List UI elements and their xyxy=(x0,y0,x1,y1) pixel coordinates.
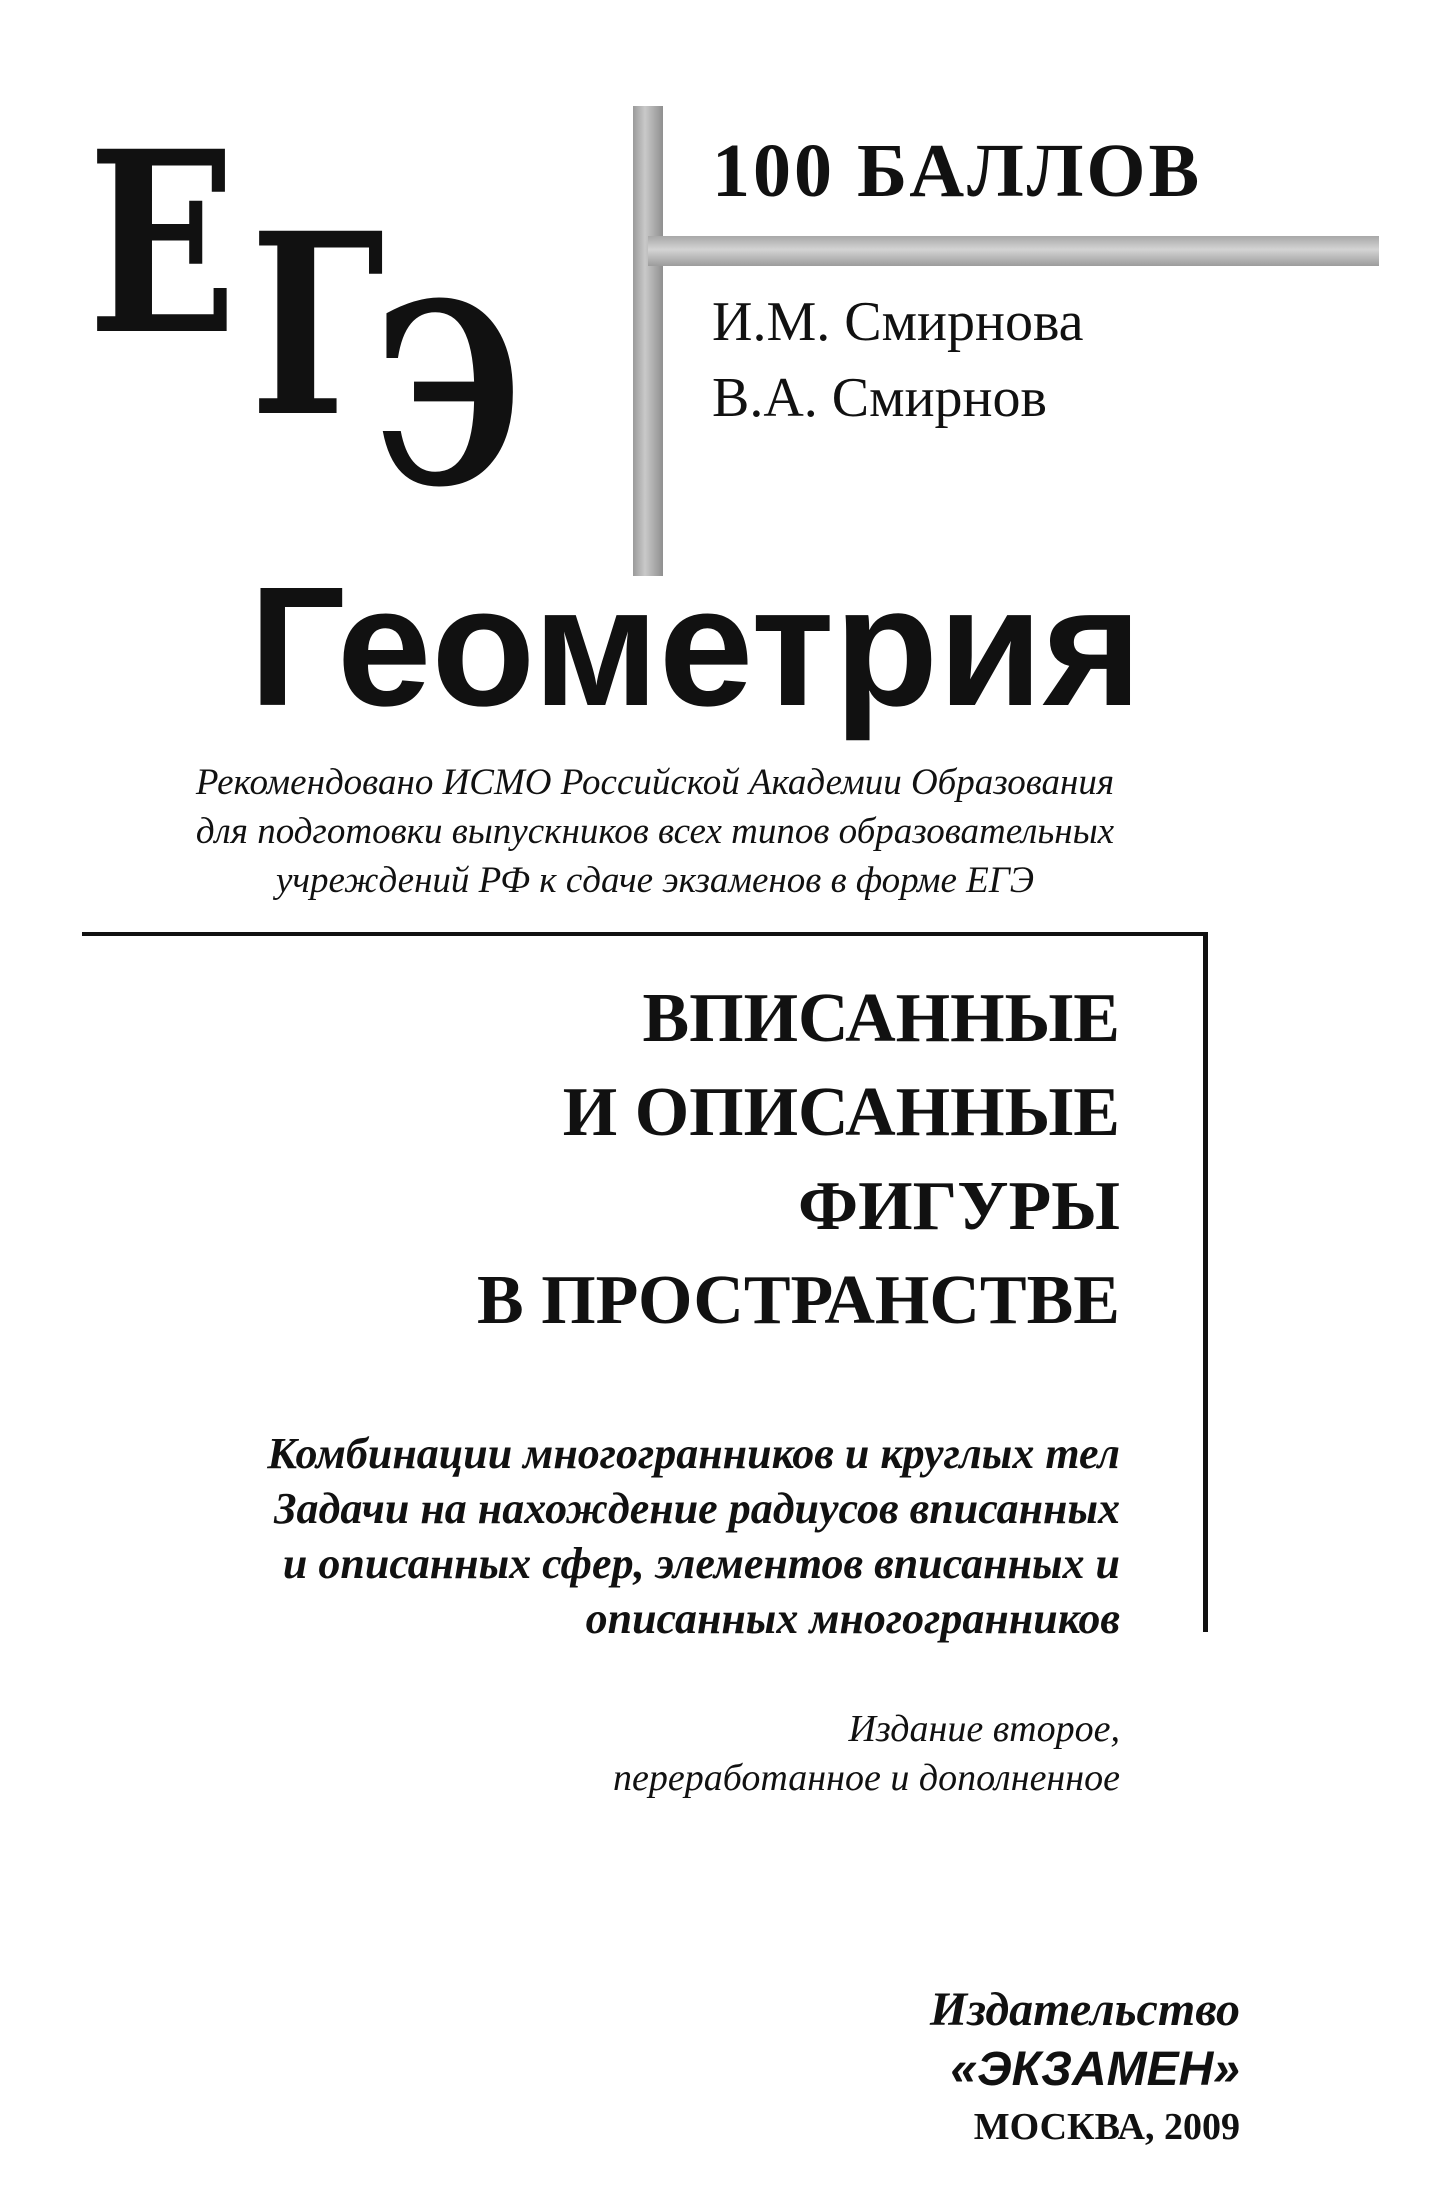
title-line-1: ВПИСАННЫЕ xyxy=(642,980,1120,1057)
description-line-2: Задачи на нахождение радиусов вписанных xyxy=(274,1484,1120,1533)
title-line-3: ФИГУРЫ xyxy=(798,1168,1120,1245)
edition-line-1: Издание второе, xyxy=(848,1708,1120,1750)
book-title xyxy=(200,972,1120,1348)
frame-right-rule xyxy=(1203,932,1208,1632)
publisher-name: «ЭКЗАМЕН» xyxy=(950,2043,1240,2096)
logo-letter-g: Г xyxy=(250,178,385,472)
title-line-4: В ПРОСТРАНСТВЕ xyxy=(477,1262,1120,1339)
recommendation-text xyxy=(80,758,1230,905)
publisher-block xyxy=(700,1980,1240,2154)
description-line-1: Комбинации многогранников и круглых тел xyxy=(267,1429,1120,1478)
decorative-vertical-bar xyxy=(633,106,663,576)
recommendation-line-2: для подготовки выпускников всех типов образовательных xyxy=(195,811,1115,852)
decorative-horizontal-bar xyxy=(648,236,1379,266)
recommendation-line-3: учреждений РФ к сдаче экзаменов в форме ЕГЭ xyxy=(275,860,1034,901)
description-line-4: описанных многогранников xyxy=(585,1594,1120,1643)
logo-letter-ee: Э xyxy=(375,248,523,542)
title-line-2: И ОПИСАННЫЕ xyxy=(562,1074,1120,1151)
description-line-3: и описанных сфер, элементов вписанных и xyxy=(282,1539,1120,1588)
series-label: 100 БАЛЛОВ xyxy=(712,129,1203,213)
recommendation-line-1: Рекомендовано ИСМО Российской Академии Образования xyxy=(195,762,1115,803)
edition-line-2: переработанное и дополненное xyxy=(613,1757,1120,1799)
author-2: В.А. Смирнов xyxy=(712,367,1047,429)
publisher-label: Издательство xyxy=(929,1983,1240,2036)
author-1: И.М. Смирнова xyxy=(712,291,1084,353)
logo-letter-e: Е xyxy=(88,96,237,390)
frame-top-rule xyxy=(82,932,1207,936)
subject-title: Геометрия xyxy=(249,552,1142,742)
publisher-city-year: МОСКВА, 2009 xyxy=(973,2106,1240,2148)
edition-note xyxy=(300,1705,1120,1803)
book-description xyxy=(100,1426,1120,1646)
